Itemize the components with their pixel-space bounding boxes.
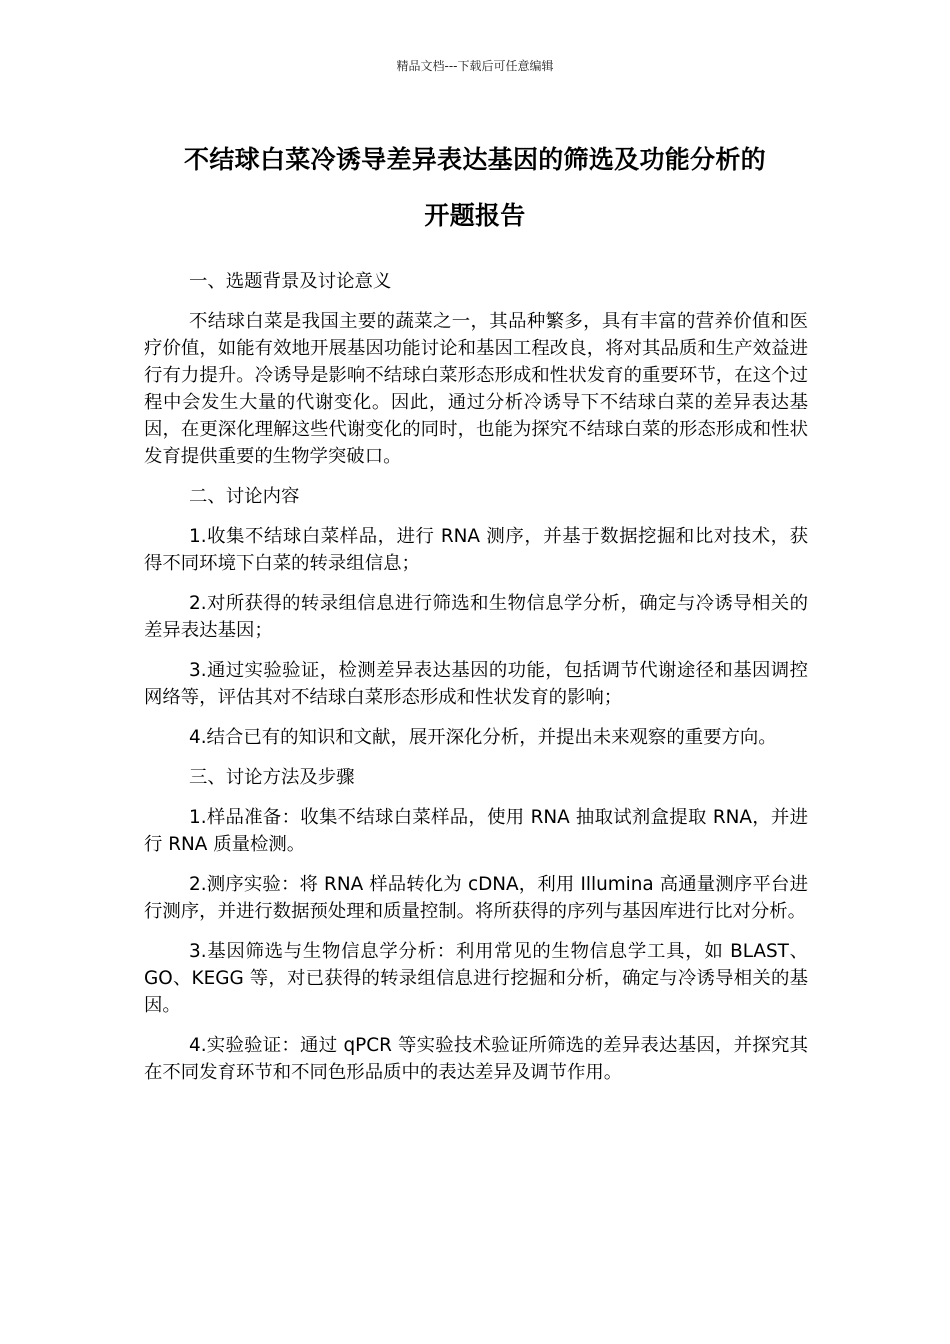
paragraph-content-1: 1.收集不结球白菜样品，进行 RNA 测序，并基于数据挖掘和比对技术，获得不同环境下白菜的转录组信息； — [144, 526, 808, 574]
paragraph-content-2: 2.对所获得的转录组信息进行筛选和生物信息学分析，确定与冷诱导相关的差异表达基因； — [144, 593, 808, 641]
title-line-1: 不结球白菜冷诱导差异表达基因的筛选及功能分析的 — [184, 145, 766, 174]
header-watermark: 精品文档---下载后可任意编辑 — [396, 59, 554, 73]
section-heading-background: 一、选题背景及讨论意义 — [189, 271, 392, 292]
paragraph-background: 不结球白菜是我国主要的蔬菜之一，其品种繁多，具有丰富的营养价值和医疗价值，如能有效地开展基因功能讨论和基因工程改良，将对其品质和生产效益进行有力提升。冷诱导是影响不结球白菜形态形成和性状发育的重要环节，在这个过程中会发生大量的代谢变化。因此，通过分析冷诱导下不结球白菜的差异表达基因，在更深化理解这些代谢变化的同时，也能为探究不结球白菜的形态形成和性状发育提供重要的生物学突破口。 — [144, 311, 808, 467]
paragraph-method-1: 1.样品准备：收集不结球白菜样品，使用 RNA 抽取试剂盒提取 RNA，并进行 RNA 质量检测。 — [144, 807, 808, 855]
section-heading-content: 二、讨论内容 — [189, 486, 300, 507]
section-heading-methods: 三、讨论方法及步骤 — [189, 767, 355, 788]
paragraph-content-3: 3.通过实验验证，检测差异表达基因的功能，包括调节代谢途径和基因调控网络等，评估其对不结球白菜形态形成和性状发育的影响； — [144, 660, 808, 708]
paragraph-method-3: 3.基因筛选与生物信息学分析：利用常见的生物信息学工具，如 BLAST、GO、KEGG 等，对已获得的转录组信息进行挖掘和分析，确定与冷诱导相关的基因。 — [144, 941, 808, 1016]
paragraph-content-4: 4.结合已有的知识和文献，展开深化分析，并提出未来观察的重要方向。 — [189, 727, 777, 748]
paragraph-method-4: 4.实验验证：通过 qPCR 等实验技术验证所筛选的差异表达基因，并探究其在不同发育环节和不同色形品质中的表达差异及调节作用。 — [144, 1035, 808, 1083]
title-line-2: 开题报告 — [424, 201, 526, 230]
document-body — [144, 268, 808, 1099]
paragraph-method-2: 2.测序实验：将 RNA 样品转化为 cDNA，利用 Illumina 高通量测序平台进行测序，并进行数据预处理和质量控制。将所获得的序列与基因库进行比对分析。 — [144, 874, 808, 922]
document-title — [140, 132, 810, 244]
